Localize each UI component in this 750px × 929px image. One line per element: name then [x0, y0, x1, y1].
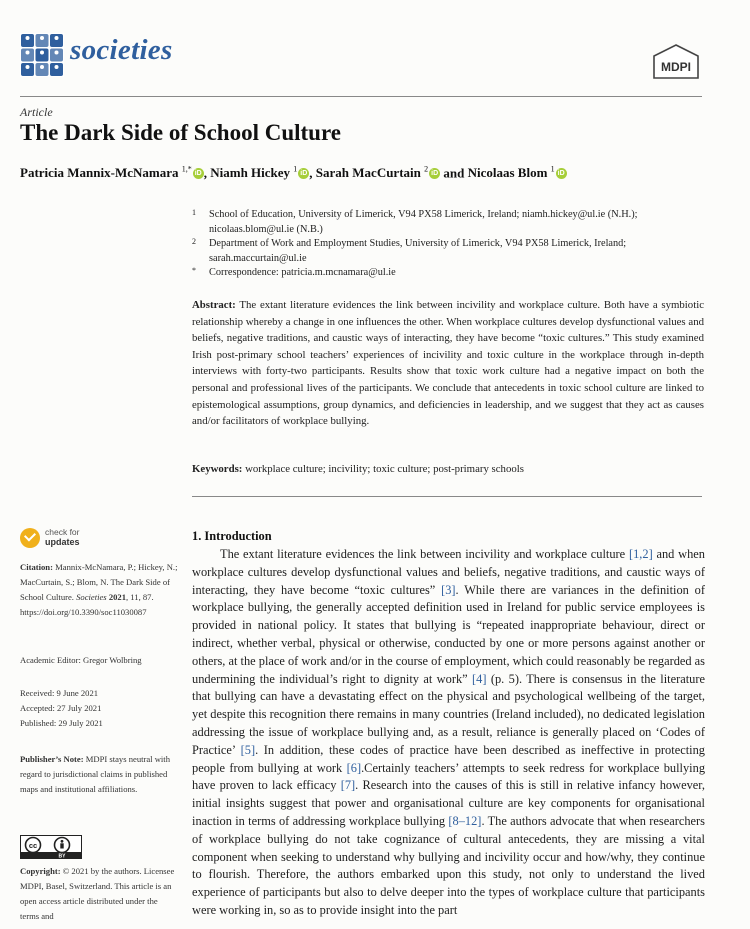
copyright-label: Copyright:	[20, 866, 61, 876]
mdpi-logo-icon	[652, 44, 700, 80]
publisher-note	[20, 752, 178, 797]
publisher-name: MDPI	[661, 60, 691, 74]
keywords	[192, 463, 704, 475]
author-affiliation-sup: 1	[293, 165, 298, 174]
journal-name: societies	[70, 34, 173, 66]
check-for-updates-label: check for updates	[45, 527, 80, 547]
citation-label: Citation:	[20, 562, 53, 572]
check-badge-icon	[20, 528, 40, 548]
introduction-paragraph	[192, 546, 705, 920]
body-text: . The authors advocate that when researchers of workplace bullying do not take cognizance of cultural antecedents, they are missing a vital component when seeking to understand why bullying and incivility occur and how/why, they continue to flourish. Therefore, the authors embarked upon this study, not only to understand the lived experience of participants but also to delve deeper into the types of workplace culture that participants were working in, so as to provide insight into the part	[192, 813, 705, 917]
article-type: Article	[20, 105, 53, 119]
orcid-icon[interactable]: iD	[557, 170, 565, 178]
published-date: Published: 29 July 2021	[20, 718, 103, 728]
section-heading: 1. Introduction	[192, 529, 272, 543]
societies-logo-icon	[20, 33, 64, 77]
affiliation-marker: *	[192, 266, 196, 275]
citation-link[interactable]: [1,2]	[628, 547, 653, 561]
cc-by-license-icon[interactable]	[20, 835, 82, 859]
body-text: . Research into the causes of this is still in relative infancy however, initial insights suggest that power and organisational culture are key components for organisational inaction in terms of addressing workplace bullying	[192, 778, 705, 828]
publisher-note-text: MDPI stays neutral with regard to jurisdictional claims in published maps and institutional affiliations.	[20, 754, 170, 794]
orcid-icon[interactable]: iD	[431, 170, 439, 178]
cc-by-label: BY	[58, 853, 66, 859]
keywords-text: workplace culture; incivility; toxic culture; post-primary schools	[245, 463, 524, 475]
abstract-text: The extant literature evidences the link between incivility and workplace culture. Both have a symbiotic relationship whereby a change in one influences the other. When workplace cultures develop dysfunctional values and beliefs, negative traditions, and caustic ways of interacting, they have become “toxic cultures.” This study examined Irish post-primary school teachers’ experiences of incivility and toxic culture in the workplace through in-depth interviews with forty-two participants. Results show that toxic work culture had a negative impact on both the personal and professional lives of the participants. We conclude that antecedents in toxic school culture are linked to epistemological assumptions, group dynamics, and deficiencies in leadership, and we suggest that they act as causes and/or facilitators of workplace bullying.	[192, 299, 704, 428]
citation-text: Mannix-McNamara, P.; Hickey, N.; MacCurtain, S.; Blom, N. The Dark Side of School Culture.	[20, 562, 178, 602]
abstract-divider	[192, 496, 702, 497]
body-text: . While there are variances in the definition of workplace bullying, the generally accepted definition used in Ireland for public service employees is provided in national policy. It states that bullying is “repeated inappropriate behaviour, direct or indirect, whether verbal, physical or otherwise, conducted by one or more persons against another or others, at the place of work and/or in the course of employment, which could reasonably be regarded as undermining the individual’s right to dignity at work”	[192, 582, 706, 686]
affiliation-marker: 1	[192, 208, 196, 217]
cc-label: cc	[28, 840, 38, 850]
dates-block	[20, 686, 178, 731]
citation-link[interactable]: [5]	[240, 742, 256, 757]
affiliation-text: Department of Work and Employment Studies, University of Limerick, V94 PX58 Limerick, Ireland; sarah.maccurtain@ul.ie	[209, 238, 627, 264]
author-affiliation-sup: 1	[550, 165, 555, 174]
abstract	[192, 297, 704, 430]
author-affiliation-sup: 2	[424, 165, 429, 174]
body-text: (p. 5). There is consensus in the literature that bullying can have a devastating effect on the physical and psychological wellbeing of the target, yet despite this recognition there remains in many countries (Ireland included), no dedicated legislation addressing the issue of workplace bullying and, as a result, reliance is generally placed on ‘Codes of Practice’	[192, 671, 705, 757]
author-affiliation-sup: 1,*	[181, 165, 192, 174]
citation-link[interactable]: [4]	[472, 671, 487, 686]
affiliation-text: Correspondence: patricia.m.mcnamara@ul.ie	[209, 267, 396, 278]
affiliation-text: School of Education, University of Limerick, V94 PX58 Limerick, Ireland; niamh.hickey@ul.ie (N.H.); nicolaas.blom@ul.ie (N.B.)	[209, 209, 638, 235]
copyright-block	[20, 864, 178, 924]
accepted-date: Accepted: 27 July 2021	[20, 703, 102, 713]
citation-link[interactable]: [7]	[340, 778, 356, 793]
received-date: Received: 9 June 2021	[20, 688, 99, 698]
author-name: Patricia Mannix-McNamara $^{1,*}$ iD	[20, 165, 202, 181]
orcid-icon[interactable]: iD	[194, 170, 202, 178]
citation-journal: Societies	[76, 592, 107, 602]
article-title: The Dark Side of School Culture	[20, 120, 341, 145]
author-list: Patricia Mannix-McNamara $^{1,*}$ iD , Niamh Hickey $^1$ iD , Sarah MacCurtain $^2$ iD and Nicolaas Blom $^1$ iD	[20, 165, 565, 181]
citation-link[interactable]: [8–12]	[448, 813, 482, 828]
abstract-label: Abstract:	[192, 299, 236, 311]
academic-editor: Academic Editor: Gregor Wolbring	[20, 655, 142, 665]
publisher-note-label: Publisher’s Note:	[20, 754, 84, 764]
author-name: Niamh Hickey $^1$ iD	[210, 165, 308, 181]
author-name: Sarah MacCurtain $^2$ iD	[315, 165, 439, 181]
affiliation-marker: 2	[192, 237, 196, 246]
orcid-icon[interactable]: iD	[300, 170, 308, 178]
body-text: . In addition, these codes of practice have been described as ineffective in protecting people from bullying at work	[192, 742, 705, 775]
copyright-text: © 2021 by the authors. Licensee MDPI, Basel, Switzerland. This article is an open access article distributed under the terms and	[20, 866, 175, 921]
check-for-updates-button[interactable]	[20, 527, 160, 551]
author-name: Nicolaas Blom $^1$ iD	[467, 165, 565, 181]
keywords-label: Keywords:	[192, 463, 243, 475]
citation-link[interactable]: [6]	[346, 760, 362, 775]
citation-block	[20, 560, 178, 620]
body-text: The extant literature evidences the link between incivility and workplace culture	[220, 547, 629, 561]
citation-doi[interactable]: , 11, 87. https://doi.org/10.3390/soc11030087	[20, 592, 154, 617]
body-text: .Certainly teachers’ attempts to seek redress for workplace bullying have proven to lack efficacy	[192, 760, 706, 793]
header-divider	[20, 96, 702, 97]
citation-year: 2021	[108, 592, 126, 602]
citation-link[interactable]: [3]	[441, 582, 456, 597]
body-text: and when workplace cultures develop dysfunctional values and beliefs, negative traditions, and caustic ways of interacting, they have become “toxic cultures”	[192, 547, 705, 597]
